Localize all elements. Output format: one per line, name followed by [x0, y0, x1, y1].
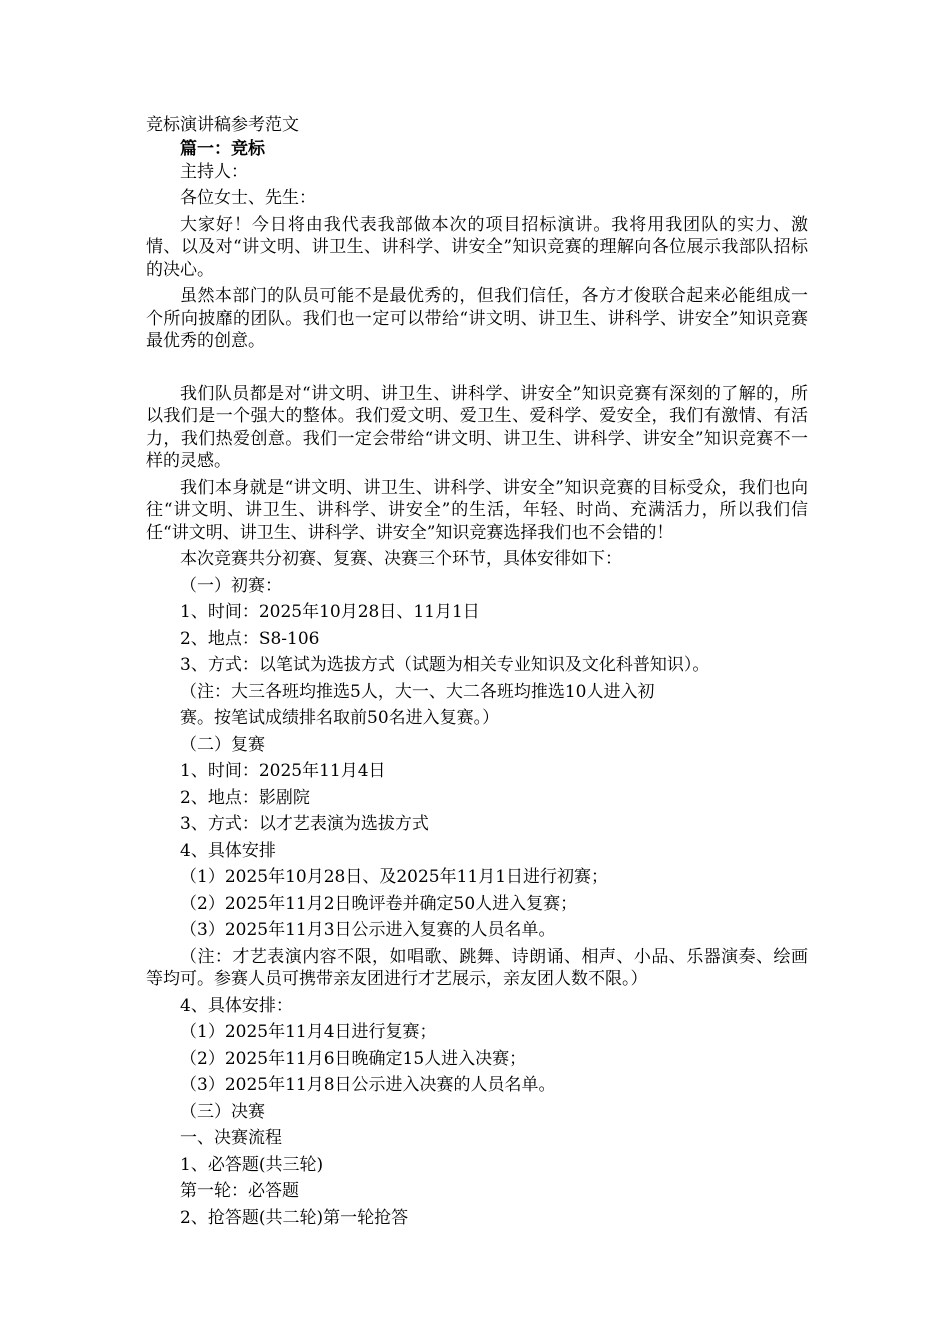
paragraph: 本次竞赛共分初赛、复赛、决赛三个环节，具体安徘如下：: [180, 549, 622, 569]
list-item: 2、抢答题(共二轮)第一轮抢答: [180, 1207, 409, 1228]
list-item: （3）2025年11月8日公示进入决赛的人员名单。: [180, 1075, 556, 1095]
list-item: 1、必答题(共三轮): [180, 1154, 324, 1175]
section-heading: 篇一：竞标: [180, 138, 265, 159]
paragraph: 主持人：: [180, 161, 248, 182]
list-item: 4、具体安排: [180, 840, 276, 861]
paragraph: 我们队员都是对“讲文明、讲卫生、讲科学、讲安全”知识竞赛有深刻的了解的，所以我们是一个强大的整体。我们爱文明、爱卫生、爱科学、爱安全，我们有激情、有活力，我们热爱创意。我们一定会带给“讲文明、讲卫生、讲科学、讲安全”知识竞赛不一样的灵感。: [146, 383, 808, 471]
list-item: 3、方式：以才艺表演为选拔方式: [180, 814, 429, 834]
document-page: [146, 114, 808, 1233]
paragraph: 各位女士、先生：: [180, 188, 316, 208]
list-item: 一、决赛流程: [180, 1128, 282, 1148]
list-item: （3）2025年11月3日公示进入复赛的人员名单。: [180, 920, 556, 940]
list-item: 2、地点：S8-106: [180, 628, 320, 649]
paragraph: 虽然本部门的队员可能不是最优秀的，但我们信任，各方才俊联合起来必能组成一个所向披靡的团队。我们也一定可以带给“讲文明、讲卫生、讲科学、讲安全”知识竞赛最优秀的创意。: [146, 286, 808, 351]
document-title: 竞标演讲稿参考范文: [146, 115, 299, 135]
list-item: （2）2025年11月6日晚确定15人进入决赛；: [180, 1048, 527, 1069]
note-line: （注：大三各班均推选5人，大一、大二各班均推选10人进入初: [180, 681, 655, 702]
list-item: 1、时间：2025年11月4日: [180, 761, 386, 781]
list-item: 第一轮：必答题: [180, 1181, 299, 1201]
list-item: 1、时间：2025年10月28日、11月1日: [180, 602, 480, 622]
list-item: （二）复赛: [180, 734, 265, 755]
list-item: 2、地点：影剧院: [180, 787, 310, 808]
list-item: （1）2025年10月28日、及2025年11月1日进行初赛；: [180, 867, 609, 887]
paragraph: 我们本身就是“讲文明、讲卫生、讲科学、讲安全”知识竞赛的目标受众，我们也向往“讲文明、讲卫生、讲科学、讲安全”的生活，年轻、时尚、充满活力，所以我们信任“讲文明、讲卫生、讲科学、讲安全”知识竞赛选择我们也不会错的！: [146, 477, 808, 543]
list-item: （2）2025年11月2日晚评卷并确定50人进入复赛；: [180, 893, 578, 914]
blank-gap: [146, 357, 808, 383]
paragraph: 大家好！今日将由我代表我部做本次的项目招标演讲。我将用我团队的实力、激情、以及对“讲文明、讲卫生、讲科学、讲安全”知识竞赛的理解向各位展示我部队招标的决心。: [146, 214, 808, 280]
note-paragraph: （注：才艺表演内容不限，如唱歌、跳舞、诗朗诵、相声、小品、乐器演奏、绘画等均可。参赛人员可携带亲友团进行才艺展示，亲友团人数不限。）: [146, 946, 808, 989]
note-line: 赛。按笔试成绩排名取前50名进入复赛。）: [180, 708, 500, 728]
list-item: （1）2025年11月4日进行复赛；: [180, 1022, 437, 1042]
list-item: （三）决赛: [180, 1101, 265, 1122]
list-item: 4、具体安排：: [180, 995, 293, 1016]
list-item: 3、方式：以笔试为选拔方式（试题为相关专业知识及文化科普知识）。: [180, 655, 710, 675]
list-item: （一）初赛：: [180, 575, 282, 596]
